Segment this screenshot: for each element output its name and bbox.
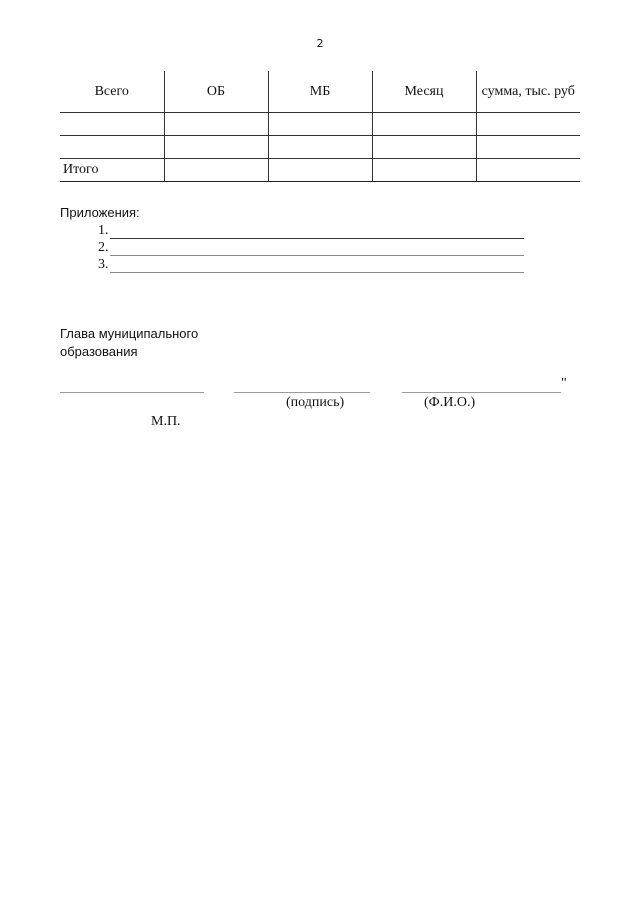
- head-title-line-1: Глава муниципального: [60, 326, 199, 341]
- table-cell: [164, 136, 268, 159]
- summary-table: [60, 71, 580, 182]
- full-name-caption: (Ф.И.О.): [424, 395, 476, 410]
- table-cell: [372, 136, 476, 159]
- attachment-fill-line: [110, 272, 524, 273]
- header-month: Месяц: [372, 71, 476, 113]
- attachment-item-3: [98, 257, 524, 273]
- head-title-line-2: образования: [60, 344, 138, 359]
- header-ob: ОБ: [164, 71, 268, 113]
- table-cell: [268, 136, 372, 159]
- table-cell: [60, 113, 164, 136]
- table-cell: [60, 136, 164, 159]
- header-mb: МБ: [268, 71, 372, 113]
- header-total: Всего: [60, 71, 164, 113]
- header-sum: сумма, тыс. руб: [476, 71, 580, 113]
- table-cell: [476, 113, 580, 136]
- table-row: [60, 136, 580, 159]
- table-cell: [268, 159, 372, 182]
- table-row: [60, 113, 580, 136]
- attachment-item-2: [98, 240, 524, 256]
- table-cell: [164, 159, 268, 182]
- table-cell: [372, 159, 476, 182]
- quote-mark: ": [561, 376, 567, 391]
- table-header-row: [60, 71, 580, 113]
- attachment-item-1: [98, 223, 524, 239]
- table-cell-total-label: Итого: [60, 159, 164, 182]
- table-total-row: [60, 159, 580, 182]
- attachment-number: 1.: [98, 223, 109, 238]
- attachment-number: 3.: [98, 257, 109, 272]
- page-number: 2: [316, 37, 324, 50]
- table-cell: [372, 113, 476, 136]
- attachment-fill-line: [110, 238, 524, 239]
- head-of-municipality-title: [60, 325, 198, 361]
- table-cell: [164, 113, 268, 136]
- signature-line: [234, 392, 370, 393]
- attachment-number: 2.: [98, 240, 109, 255]
- stamp-label: М.П.: [151, 414, 181, 429]
- table-cell: [268, 113, 372, 136]
- table-cell: [476, 159, 580, 182]
- position-signature-line: [60, 392, 204, 393]
- attachment-fill-line: [110, 255, 524, 256]
- signature-caption: (подпись): [286, 395, 345, 410]
- attachments-title: Приложения:: [60, 205, 140, 220]
- table-cell: [476, 136, 580, 159]
- full-name-line: [402, 392, 561, 393]
